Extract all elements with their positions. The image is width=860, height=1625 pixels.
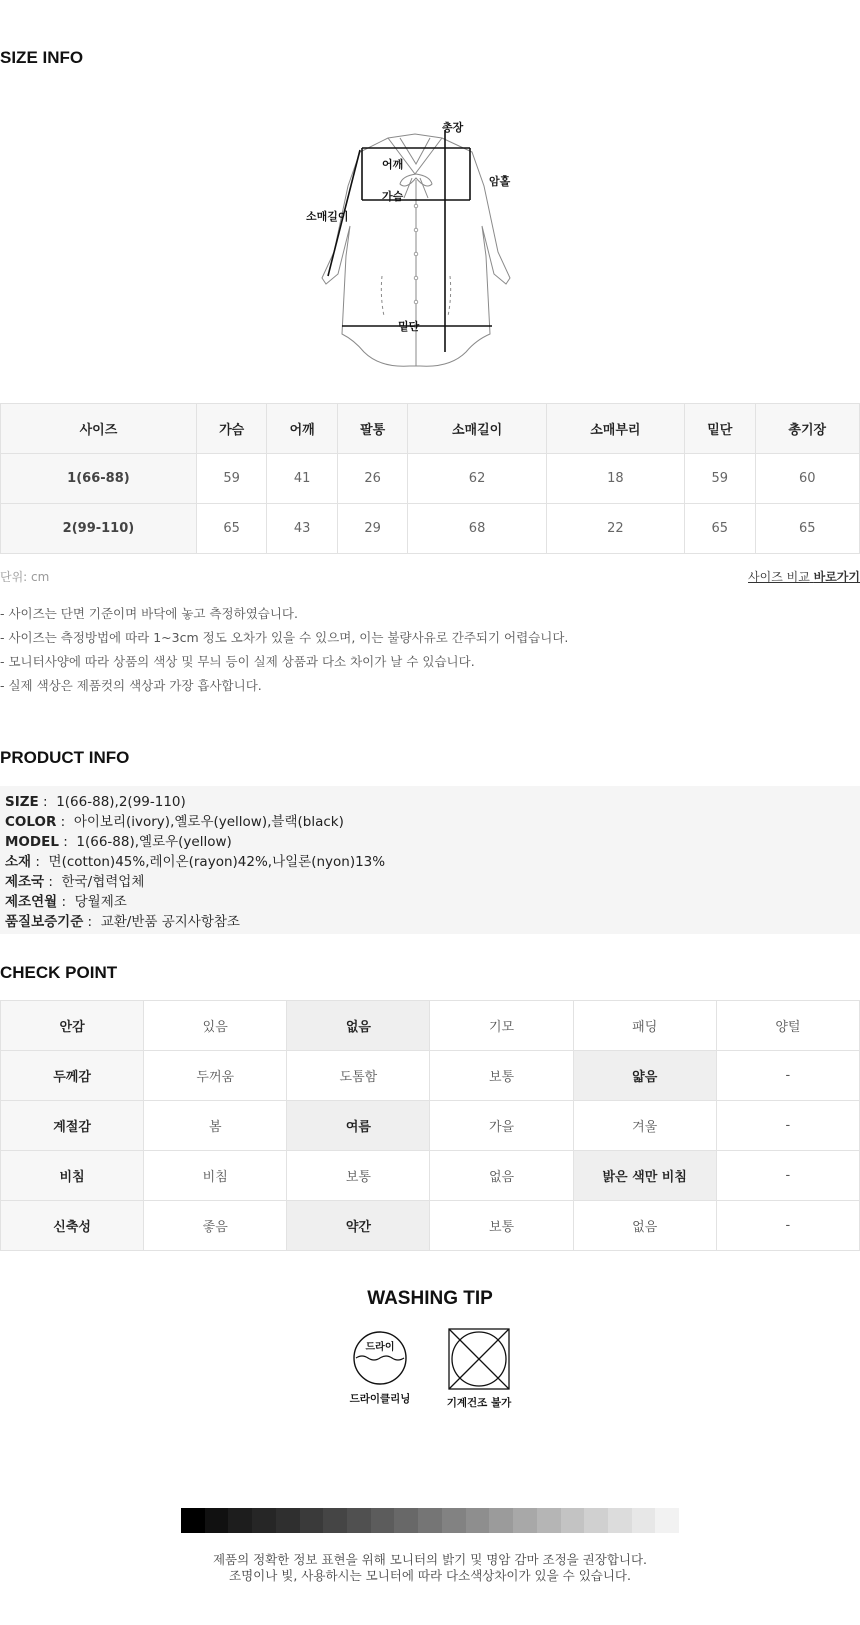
size-table-cell: 62 — [408, 454, 546, 504]
grayscale-swatch — [608, 1508, 632, 1533]
size-table-cell: 68 — [408, 504, 546, 554]
size-table-cell: 43 — [267, 504, 338, 554]
size-table-cell: 59 — [685, 454, 756, 504]
check-point-option: - — [716, 1051, 859, 1101]
check-point-option: 겨울 — [573, 1101, 716, 1151]
disclaimer-line: 제품의 정확한 정보 표현을 위해 모니터의 밝기 및 명암 감마 조정을 권장합니다. — [212, 1552, 648, 1567]
product-info-value: 면(cotton)45%,레이온(rayon)42%,나일론(nyon)13% — [48, 854, 386, 870]
check-point-option: - — [716, 1151, 859, 1201]
size-table-cell: 22 — [546, 504, 684, 554]
size-table-row — [1, 454, 860, 504]
product-info-label: 제조국 — [5, 874, 45, 890]
check-point-label: 두께감 — [1, 1051, 144, 1101]
size-table-cell: 59 — [196, 454, 267, 504]
check-point-option: 두꺼움 — [144, 1051, 287, 1101]
disclaimer-line: 조명이나 빛, 사용하시는 모니터에 따라 다소색상차이가 있을 수 있습니다. — [229, 1568, 631, 1583]
check-point-option-selected: 얇음 — [573, 1051, 716, 1101]
product-info-label: 소재 — [5, 854, 32, 870]
diagram-label-sleeve-length: 소매길이 — [306, 210, 349, 223]
product-info-value: 아이보리(ivory),옐로우(yellow),블랙(black) — [73, 814, 344, 830]
grayscale-swatch — [347, 1508, 371, 1533]
size-table-cell: 41 — [267, 454, 338, 504]
check-point-table — [0, 1000, 860, 1251]
dry-clean-icon — [350, 1330, 410, 1391]
size-table-header: 소매길이 — [408, 404, 546, 454]
product-info-row: MODEL : 1(66-88),옐로우(yellow) — [5, 834, 232, 850]
size-table-cell: 1(66-88) — [1, 454, 197, 504]
check-point-row — [1, 1051, 860, 1101]
grayscale-swatch — [632, 1508, 656, 1533]
grayscale-swatch — [394, 1508, 418, 1533]
wash-label-dry-clean: 드라이클리닝 — [349, 1393, 411, 1405]
size-table-cell: 65 — [196, 504, 267, 554]
check-point-label: 안감 — [1, 1001, 144, 1051]
product-info-box — [0, 786, 860, 934]
check-point-row — [1, 1151, 860, 1201]
grayscale-swatch — [513, 1508, 537, 1533]
size-compare-prefix: 사이즈 비교 — [748, 570, 810, 584]
size-table-header: 어깨 — [267, 404, 338, 454]
size-table-header: 사이즈 — [1, 404, 197, 454]
product-info-row: COLOR : 아이보리(ivory),옐로우(yellow),블랙(black) — [5, 814, 344, 830]
grayscale-swatch — [466, 1508, 490, 1533]
size-table-header: 가슴 — [196, 404, 267, 454]
grayscale-bar — [181, 1508, 679, 1533]
size-table-cell: 65 — [755, 504, 859, 554]
diagram-label-shoulder: 어깨 — [382, 158, 404, 171]
check-point-option: 좋음 — [144, 1201, 287, 1251]
size-table-cell: 60 — [755, 454, 859, 504]
diagram-label-armhole: 암홀 — [489, 175, 511, 188]
size-table-cell: 29 — [337, 504, 408, 554]
grayscale-swatch — [561, 1508, 585, 1533]
check-point-option-selected: 없음 — [287, 1001, 430, 1051]
diagram-label-chest: 가슴 — [382, 190, 404, 203]
product-info-value: 당월제조 — [74, 894, 127, 910]
check-point-option: 가을 — [430, 1101, 573, 1151]
grayscale-swatch — [181, 1508, 205, 1533]
check-point-option: 보통 — [430, 1201, 573, 1251]
dry-icon-text: 드라이 — [365, 1342, 395, 1353]
product-info-title: PRODUCT INFO — [0, 748, 130, 767]
product-info-label: 제조연월 — [5, 894, 58, 910]
grayscale-swatch — [418, 1508, 442, 1533]
check-point-row — [1, 1101, 860, 1151]
grayscale-swatch — [228, 1508, 252, 1533]
size-table-cell: 26 — [337, 454, 408, 504]
check-point-option: 없음 — [573, 1201, 716, 1251]
grayscale-swatch — [323, 1508, 347, 1533]
wash-label-no-machine-dry: 기계건조 불가 — [446, 1397, 512, 1409]
check-point-row — [1, 1001, 860, 1051]
size-table-header: 총기장 — [755, 404, 859, 454]
check-point-option-selected: 여름 — [287, 1101, 430, 1151]
check-point-option: 기모 — [430, 1001, 573, 1051]
grayscale-swatch — [252, 1508, 276, 1533]
size-table-cell: 18 — [546, 454, 684, 504]
size-table-cell: 65 — [685, 504, 756, 554]
check-point-title: CHECK POINT — [0, 963, 118, 982]
unit-label: 단위: cm — [0, 570, 50, 584]
check-point-option-selected: 밝은 색만 비침 — [573, 1151, 716, 1201]
size-table-header: 팔통 — [337, 404, 408, 454]
size-diagram — [290, 116, 540, 372]
check-point-label: 비침 — [1, 1151, 144, 1201]
check-point-option-selected: 약간 — [287, 1201, 430, 1251]
grayscale-swatch — [584, 1508, 608, 1533]
washing-tip-title: WASHING TIP — [367, 1288, 493, 1309]
size-info-title: SIZE INFO — [0, 48, 84, 67]
size-note: - 실제 색상은 제품컷의 색상과 가장 흡사합니다. — [0, 678, 262, 693]
product-info-row: 제조연월 : 당월제조 — [5, 894, 127, 910]
grayscale-swatch — [300, 1508, 324, 1533]
size-table-cell: 2(99-110) — [1, 504, 197, 554]
grayscale-swatch — [276, 1508, 300, 1533]
size-table — [0, 403, 860, 554]
product-info-value: 1(66-88),2(99-110) — [56, 794, 186, 810]
size-table-row — [1, 504, 860, 554]
check-point-option: 보통 — [430, 1051, 573, 1101]
size-table-header: 소매부리 — [546, 404, 684, 454]
grayscale-swatch — [655, 1508, 679, 1533]
check-point-option: 패딩 — [573, 1001, 716, 1051]
product-info-row: 품질보증기준 : 교환/반품 공지사항참조 — [5, 914, 240, 930]
check-point-option: 있음 — [144, 1001, 287, 1051]
product-info-row: 제조국 : 한국/협력업체 — [5, 874, 145, 890]
grayscale-swatch — [371, 1508, 395, 1533]
size-note: - 사이즈는 단면 기준이며 바닥에 놓고 측정하였습니다. — [0, 606, 298, 621]
product-info-label: 품질보증기준 — [5, 914, 84, 930]
product-info-label: MODEL — [5, 834, 59, 850]
grayscale-swatch — [205, 1508, 229, 1533]
size-table-header: 밑단 — [685, 404, 756, 454]
grayscale-swatch — [489, 1508, 513, 1533]
product-info-value: 한국/협력업체 — [61, 874, 145, 890]
check-point-option: 없음 — [430, 1151, 573, 1201]
check-point-row — [1, 1201, 860, 1251]
size-note: - 모니터사양에 따라 상품의 색상 및 무늬 등이 실제 상품과 다소 차이가 날 수 있습니다. — [0, 654, 475, 669]
diagram-label-hem: 밑단 — [398, 320, 420, 333]
product-info-value: 1(66-88),옐로우(yellow) — [76, 834, 232, 850]
product-info-row: SIZE : 1(66-88),2(99-110) — [5, 794, 186, 810]
product-info-value: 교환/반품 공지사항참조 — [100, 914, 240, 930]
check-point-option: 양털 — [716, 1001, 859, 1051]
monitor-disclaimer — [0, 1552, 860, 1584]
check-point-option: - — [716, 1101, 859, 1151]
check-point-label: 계절감 — [1, 1101, 144, 1151]
grayscale-swatch — [442, 1508, 466, 1533]
check-point-option: 보통 — [287, 1151, 430, 1201]
check-point-option: 도톰함 — [287, 1051, 430, 1101]
no-machine-dry-icon — [448, 1328, 510, 1395]
size-notes — [0, 602, 860, 698]
product-info-label: COLOR — [5, 814, 57, 830]
diagram-label-total-length: 총장 — [442, 121, 464, 134]
grayscale-swatch — [537, 1508, 561, 1533]
size-table-header-row — [1, 404, 860, 454]
check-point-option: 비침 — [144, 1151, 287, 1201]
size-note: - 사이즈는 측정방법에 따라 1~3cm 정도 오차가 있을 수 있으며, 이는 불량사유로 간주되기 어렵습니다. — [0, 630, 569, 645]
product-info-label: SIZE — [5, 794, 39, 810]
check-point-label: 신축성 — [1, 1201, 144, 1251]
size-compare-go: 바로가기 — [813, 570, 860, 584]
check-point-option: - — [716, 1201, 859, 1251]
product-info-row: 소재 : 면(cotton)45%,레이온(rayon)42%,나일론(nyon)13% — [5, 854, 386, 870]
size-compare-link[interactable] — [748, 568, 860, 585]
check-point-option: 봄 — [144, 1101, 287, 1151]
